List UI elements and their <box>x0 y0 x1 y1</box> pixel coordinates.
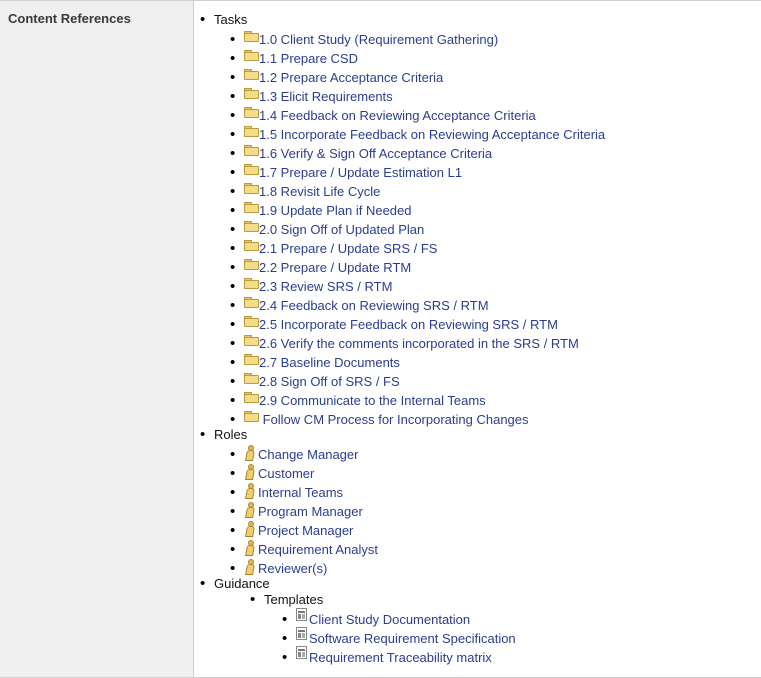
task-item <box>244 277 605 296</box>
role-icon <box>244 445 254 459</box>
task-item-link[interactable]: 2.2 Prepare / Update RTM <box>259 260 412 275</box>
task-item-link[interactable]: 2.5 Incorporate Feedback on Reviewing SRS / RTM <box>259 317 558 332</box>
folder-icon <box>244 126 258 136</box>
folder-icon <box>244 240 258 250</box>
task-item <box>244 372 605 391</box>
document-icon <box>296 627 307 640</box>
task-item <box>244 182 605 201</box>
task-item-link[interactable]: 1.8 Revisit Life Cycle <box>259 184 381 199</box>
role-item-link[interactable]: Change Manager <box>258 447 359 462</box>
task-item-link[interactable]: 2.9 Communicate to the Internal Teams <box>259 393 486 408</box>
folder-icon <box>244 31 258 41</box>
folder-icon <box>244 316 258 326</box>
folder-icon <box>244 88 258 98</box>
role-item <box>244 464 378 483</box>
template-item <box>296 610 516 629</box>
task-item-link[interactable]: 1.1 Prepare CSD <box>259 51 358 66</box>
task-item <box>244 391 605 410</box>
task-item <box>244 144 605 163</box>
task-item-link[interactable]: 2.3 Review SRS / RTM <box>259 279 393 294</box>
roles-heading: • Roles <box>214 427 247 442</box>
role-item-link[interactable]: Requirement Analyst <box>258 542 378 557</box>
task-item-link[interactable]: 1.7 Prepare / Update Estimation L1 <box>259 165 463 180</box>
task-item <box>244 49 605 68</box>
folder-icon <box>244 183 258 193</box>
task-item-link[interactable]: 1.9 Update Plan if Needed <box>259 203 412 218</box>
task-item <box>244 163 605 182</box>
task-item <box>244 315 605 334</box>
task-item-link[interactable]: 1.0 Client Study (Requirement Gathering) <box>259 32 499 47</box>
task-item <box>244 68 605 87</box>
role-item <box>244 521 378 540</box>
role-item <box>244 502 378 521</box>
task-item <box>244 239 605 258</box>
document-icon <box>296 608 307 621</box>
task-item-link[interactable]: Follow CM Process for Incorporating Changes <box>262 412 529 427</box>
role-item-link[interactable]: Internal Teams <box>258 485 344 500</box>
left-label-cell <box>0 1 194 677</box>
role-icon <box>244 502 254 516</box>
task-item <box>244 30 605 49</box>
task-item <box>244 353 605 372</box>
task-item-link[interactable]: 2.1 Prepare / Update SRS / FS <box>259 241 438 256</box>
folder-icon <box>244 373 258 383</box>
tasks-heading: • Tasks <box>214 12 247 27</box>
content-references-label: Content References <box>8 11 131 26</box>
task-item-link[interactable]: 1.6 Verify & Sign Off Acceptance Criteria <box>259 146 493 161</box>
folder-icon <box>244 411 258 421</box>
document-icon <box>296 646 307 659</box>
role-icon <box>244 464 254 478</box>
task-item-link[interactable]: 1.2 Prepare Acceptance Criteria <box>259 70 444 85</box>
template-item-link[interactable]: Software Requirement Specification <box>309 631 516 646</box>
folder-icon <box>244 69 258 79</box>
folder-icon <box>244 221 258 231</box>
guidance-heading: • Guidance <box>214 576 270 591</box>
folder-icon <box>244 202 258 212</box>
folder-icon <box>244 278 258 288</box>
template-item-link[interactable]: Client Study Documentation <box>309 612 471 627</box>
template-item <box>296 648 516 667</box>
role-item <box>244 445 378 464</box>
folder-icon <box>244 259 258 269</box>
template-item <box>296 629 516 648</box>
role-icon <box>244 540 254 554</box>
folder-icon <box>244 297 258 307</box>
task-item <box>244 87 605 106</box>
task-item-link[interactable]: 1.3 Elicit Requirements <box>259 89 393 104</box>
role-icon <box>244 559 254 573</box>
references-tree <box>194 1 761 677</box>
task-item-link[interactable]: 1.5 Incorporate Feedback on Reviewing Acceptance Criteria <box>259 127 606 142</box>
role-icon <box>244 483 254 497</box>
task-item <box>244 258 605 277</box>
task-item <box>244 296 605 315</box>
task-item <box>244 334 605 353</box>
task-item-link[interactable]: 2.6 Verify the comments incorporated in the SRS / RTM <box>259 336 579 351</box>
folder-icon <box>244 392 258 402</box>
tasks-list <box>244 30 605 429</box>
roles-list <box>244 445 378 578</box>
folder-icon <box>244 354 258 364</box>
task-item <box>244 106 605 125</box>
folder-icon <box>244 335 258 345</box>
folder-icon <box>244 50 258 60</box>
task-item-link[interactable]: 2.4 Feedback on Reviewing SRS / RTM <box>259 298 489 313</box>
task-item-link[interactable]: 1.4 Feedback on Reviewing Acceptance Criteria <box>259 108 536 123</box>
task-item-link[interactable]: 2.8 Sign Off of SRS / FS <box>259 374 400 389</box>
templates-heading: • Templates <box>264 592 323 607</box>
folder-icon <box>244 164 258 174</box>
task-item <box>244 125 605 144</box>
task-item-link[interactable]: 2.7 Baseline Documents <box>259 355 400 370</box>
task-item-link[interactable]: 2.0 Sign Off of Updated Plan <box>259 222 425 237</box>
template-item-link[interactable]: Requirement Traceability matrix <box>309 650 492 665</box>
task-item <box>244 201 605 220</box>
templates-list <box>296 610 516 667</box>
role-item-link[interactable]: Program Manager <box>258 504 363 519</box>
folder-icon <box>244 107 258 117</box>
role-item-link[interactable]: Project Manager <box>258 523 354 538</box>
task-item <box>244 410 605 429</box>
role-item <box>244 483 378 502</box>
role-item-link[interactable]: Reviewer(s) <box>258 561 328 576</box>
role-item-link[interactable]: Customer <box>258 466 315 481</box>
role-icon <box>244 521 254 535</box>
task-item <box>244 220 605 239</box>
folder-icon <box>244 145 258 155</box>
role-item <box>244 540 378 559</box>
